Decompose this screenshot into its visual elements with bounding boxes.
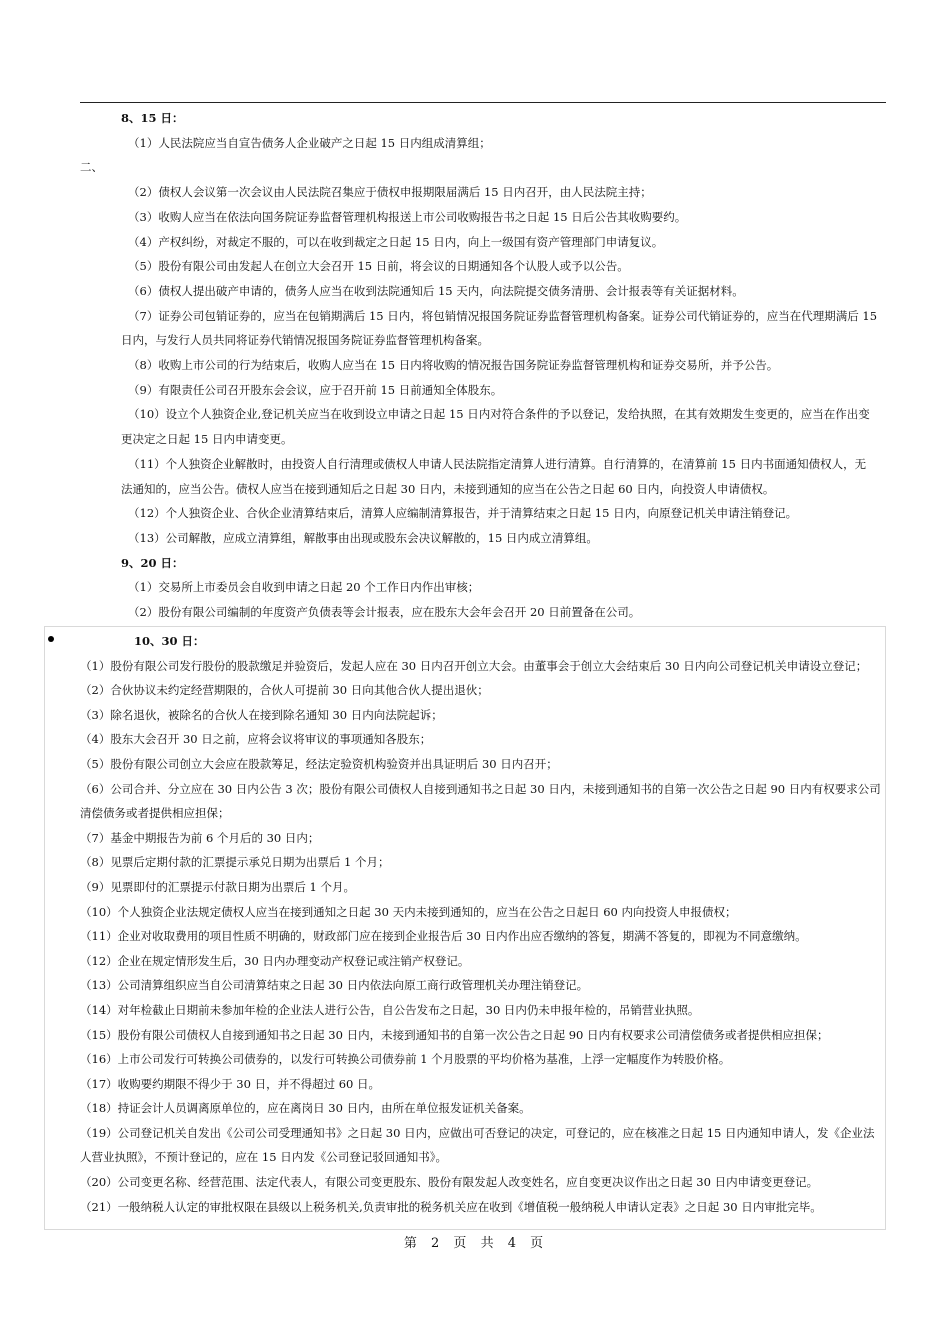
list-item: （11）企业对收取费用的项目性质不明确的，财政部门应在接到企业报告后 30 日内作出应否缴纳的答复，期满不答复的，即视为不同意缴纳。: [80, 929, 807, 944]
list-item: （11）个人独资企业解散时，由投资人自行清理或债权人申请人民法院指定清算人进行清算。自行清算的，在清算前 15 日内书面通知债权人，无: [128, 456, 867, 471]
list-item: （3）除名退伙，被除名的合伙人在接到除名通知 30 日内向法院起诉；: [80, 707, 443, 722]
footer-word: 第: [403, 1236, 420, 1251]
list-item: （9）有限责任公司召开股东会会议，应于召开前 15 日前通知全体股东。: [128, 382, 503, 397]
list-item: （5）股份有限公司创立大会应在股款筹足，经法定验资机构验资并出具证明后 30 日内召开；: [80, 756, 558, 771]
list-item-continuation: 清偿债务或者提供相应担保；: [80, 806, 230, 821]
page-number: 2: [430, 1236, 443, 1251]
section-heading-10: 10、30 日：: [134, 634, 205, 648]
list-item: （1）交易所上市委员会自收到申请之日起 20 个工作日内作出审核；: [128, 580, 480, 595]
list-item: （4）股东大会召开 30 日之前，应将会议将审议的事项通知各股东；: [80, 732, 432, 747]
list-item-continuation: 法通知的，应当公告。债权人应当在接到通知后之日起 30 日内，未接到通知的应当在公告之日起 60 日内，向投资人申请债权。: [121, 481, 775, 496]
list-item: （6）债权人提出破产申请的，债务人应当在收到法院通知后 15 天内，向法院提交债务清册、会计报表等有关证据材料。: [128, 283, 744, 298]
list-item: （18）持证会计人员调离原单位的，应在离岗日 30 日内，由所在单位报发证机关备案。: [80, 1101, 531, 1116]
list-item: （15）股份有限公司债权人自接到通知书之日起 30 日内，未接到通知书的自第一次公告之日起 90 日内有权要求公司清偿债务或者提供相应担保；: [80, 1027, 829, 1042]
list-item: （4）产权纠纷，对裁定不服的，可以在收到裁定之日起 15 日内，向上一级国有资产管理部门申请复议。: [128, 234, 664, 249]
list-item: （2）合伙协议未约定经营期限的，合伙人可提前 30 日向其他合伙人提出退伙；: [80, 683, 489, 698]
list-item-continuation: 更决定之日起 15 日内申请变更。: [121, 432, 293, 447]
list-item: （8）见票后定期付款的汇票提示承兑日期为出票后 1 个月；: [80, 855, 390, 870]
bullet-icon: [48, 636, 54, 642]
list-item: （8）收购上市公司的行为结束后，收购人应当在 15 日内将收购的情况报告国务院证券监督管理机构和证券交易所，并予公告。: [128, 358, 779, 373]
list-item: （12）企业在规定情形发生后，30 日内办理变动产权登记或注销产权登记。: [80, 953, 470, 968]
section-heading-9: 9、20 日：: [121, 555, 184, 570]
list-item: （17）收购要约期限不得少于 30 日，并不得超过 60 日。: [80, 1076, 381, 1091]
list-item: （14）对年检截止日期前未参加年检的企业法人进行公告，自公告发布之日起，30 日内仍未申报年检的，吊销营业执照。: [80, 1002, 700, 1017]
list-item: （9）见票即付的汇票提示付款日期为出票后 1 个月。: [80, 879, 355, 894]
list-item: （20）公司变更名称、经营范围、法定代表人，有限公司变更股东、股份有限发起人改变姓名，应自变更决议作出之日起 30 日内申请变更登记。: [80, 1175, 819, 1190]
list-item: （10）设立个人独资企业,登记机关应当在收到设立申请之日起 15 日内对符合条件的予以登记，发给执照，在其有效期发生变更的，应当在作出变: [128, 407, 870, 422]
list-item: （19）公司登记机关自发出《公司公司受理通知书》之日起 30 日内，应做出可否登记的决定，可登记的，应在核准之日起 15 日内通知申请人，发《企业法: [80, 1125, 875, 1140]
footer-word: 共: [480, 1236, 497, 1251]
list-item: （3）收购人应当在依法向国务院证券监督管理机构报送上市公司收购报告书之日起 15 日后公告其收购要约。: [128, 209, 687, 224]
section-heading-8: 8、15 日：: [121, 111, 184, 125]
section-15-days: [80, 106, 888, 625]
list-item: （1）人民法院应当自宣告债务人企业破产之日起 15 日内组成清算组；: [128, 135, 491, 150]
list-item-continuation: 人营业执照》，不预计登记的，应在 15 日内发《公司登记驳回通知书》。: [80, 1150, 447, 1165]
list-item: （12）个人独资企业、合伙企业清算结束后，清算人应编制清算报告，并于清算结束之日起 15 日内，向原登记机关申请注销登记。: [128, 506, 798, 521]
page-footer: [0, 1232, 950, 1251]
section-30-days: [80, 629, 890, 1219]
list-item: （7）基金中期报告为前 6 个月后的 30 日内；: [80, 830, 320, 845]
footer-word: 页: [530, 1236, 547, 1251]
list-item-continuation: 日内，与发行人员共同将证券代销情况报国务院证券监督管理机构备案。: [121, 333, 489, 348]
page-total: 4: [507, 1236, 519, 1251]
list-item: （6）公司合并、分立应在 30 日内公告 3 次；股份有限公司债权人自接到通知书之日起 30 日内，未接到通知书的自第一次公告之日起 90 日内有权要求公司: [80, 781, 881, 796]
footer-word: 页: [453, 1236, 470, 1251]
list-item: （2）股份有限公司编制的年度资产负债表等会计报表，应在股东大会年会召开 20 日前置备在公司。: [128, 605, 641, 620]
list-item: （2）债权人会议第一次会议由人民法院召集应于债权申报期限届满后 15 日内召开，由人民法院主持；: [128, 185, 652, 200]
list-item: （5）股份有限公司由发起人在创立大会召开 15 日前，将会议的日期通知各个认股人或予以公告。: [128, 259, 629, 274]
header-rule: [80, 102, 886, 103]
list-item: （13）公司解散，应成立清算组，解散事由出现或股东会决议解散的，15 日内成立清算组。: [128, 530, 598, 545]
list-item: （13）公司清算组织应当自公司清算结束之日起 30 日内依法向原工商行政管理机关办理注销登记。: [80, 978, 589, 993]
section-marker: 二、: [80, 160, 103, 175]
list-item: （10）个人独资企业法规定债权人应当在接到通知之日起 30 天内未接到通知的，应当在公告之日起日 60 内向投资人申报债权；: [80, 904, 737, 919]
list-item: （16）上市公司发行可转换公司债券的，以发行可转换公司债券前 1 个月股票的平均价格为基准，上浮一定幅度作为转股价格。: [80, 1052, 731, 1067]
list-item: （21）一般纳税人认定的审批权限在县级以上税务机关,负责审批的税务机关应在收到《增值税一般纳税人申请认定表》之日起 30 日内审批完毕。: [80, 1199, 822, 1214]
list-item: （7）证券公司包销证券的，应当在包销期满后 15 日内，将包销情况报国务院证券监督管理机构备案。证券公司代销证券的，应当在代理期满后 15: [128, 308, 878, 323]
list-item: （1）股份有限公司发行股份的股款缴足并验资后，发起人应在 30 日内召开创立大会。由董事会于创立大会结束后 30 日内向公司登记机关申请设立登记；: [80, 658, 868, 673]
